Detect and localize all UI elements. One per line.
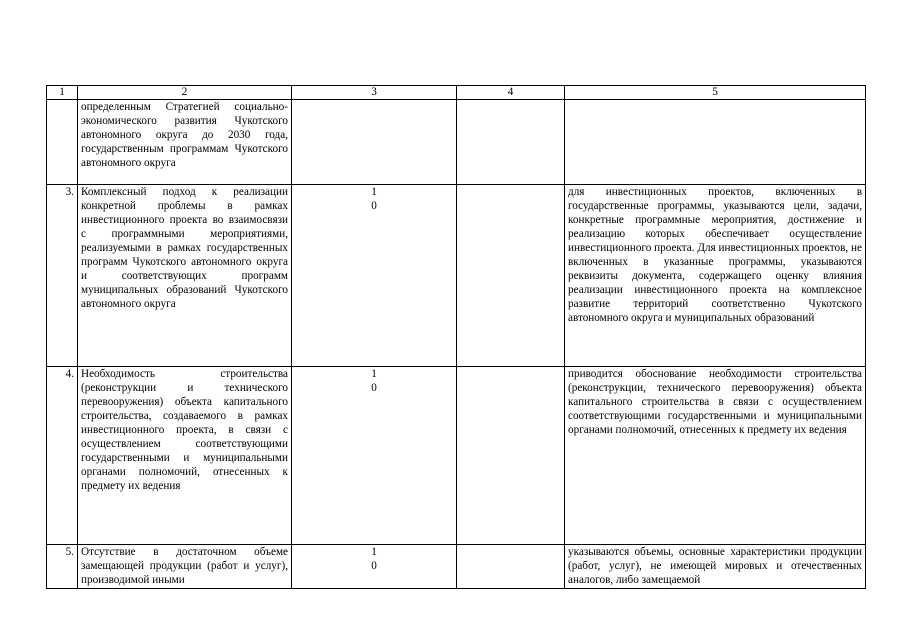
score-cell xyxy=(292,367,457,545)
criterion-text: Отсутствие в достаточном объеме замещающей продукции (работ и услуг), производимой иными xyxy=(78,545,292,589)
table-header-row xyxy=(47,86,866,100)
value-cell xyxy=(457,367,565,545)
score-cell xyxy=(292,100,457,185)
header-cell: 5 xyxy=(565,86,866,100)
score-max: 1 xyxy=(371,186,377,198)
header-cell: 4 xyxy=(457,86,565,100)
note-text: указываются объемы, основные характеристики продукции (работ, услуг), не имеющей мировых и отечественных аналогов, либо замещаемой xyxy=(565,545,866,589)
note-text: приводится обоснование необходимости строительства (реконструкции, технического перевооружения) объекта капитального строительства в связи с осуществлением соответствующими государственными и муниципальными органами полномочий, отнесенных к предмету их ведения xyxy=(565,367,866,545)
note-text: для инвестиционных проектов, включенных в государственные программы, указываются цели, задачи, конкретные программные мероприятия, достижение и реализацию которых обеспечивает осуществление инвестиционного проекта. Для инвестиционных проектов, не включенных в указанные программы, указываются реквизиты документа, содержащего оценку влияния реализации инвестиционного проекта на комплексное развитие территорий соответственно Чукотского автономного округа и муниципальных образований xyxy=(565,185,866,367)
table-row xyxy=(47,185,866,367)
table-row xyxy=(47,545,866,589)
value-cell xyxy=(457,545,565,589)
header-cell: 2 xyxy=(78,86,292,100)
score-cell xyxy=(292,185,457,367)
table-row xyxy=(47,367,866,545)
score-min: 0 xyxy=(371,382,377,394)
score-min: 0 xyxy=(371,200,377,212)
row-number: 3. xyxy=(47,185,78,367)
header-cell: 1 xyxy=(47,86,78,100)
value-cell xyxy=(457,185,565,367)
score-min: 0 xyxy=(371,560,377,572)
criterion-text: определенным Стратегией социально-экономического развития Чукотского автономного округа до 2030 года, государственным программам Чукотского автономного округа xyxy=(78,100,292,185)
row-number: 5. xyxy=(47,545,78,589)
criterion-text: Необходимость строительства (реконструкции и технического перевооружения) объекта капитального строительства, создаваемого в рамках инвестиционного проекта, в связи с осуществлением соответствующими государственными и муниципальными органами полномочий, отнесенных к предмету их ведения xyxy=(78,367,292,545)
score-max: 1 xyxy=(371,546,377,558)
table-row xyxy=(47,100,866,185)
note-text xyxy=(565,100,866,185)
value-cell xyxy=(457,100,565,185)
criterion-text: Комплексный подход к реализации конкретной проблемы в рамках инвестиционного проекта во взаимосвязи с программными мероприятиями, реализуемыми в рамках государственных программ Чукотского автономного округа и соответствующих программ муниципальных образований Чукотского автономного округа xyxy=(78,185,292,367)
row-number xyxy=(47,100,78,185)
row-number: 4. xyxy=(47,367,78,545)
score-cell xyxy=(292,545,457,589)
criteria-table xyxy=(46,85,866,589)
score-max: 1 xyxy=(371,368,377,380)
header-cell: 3 xyxy=(292,86,457,100)
